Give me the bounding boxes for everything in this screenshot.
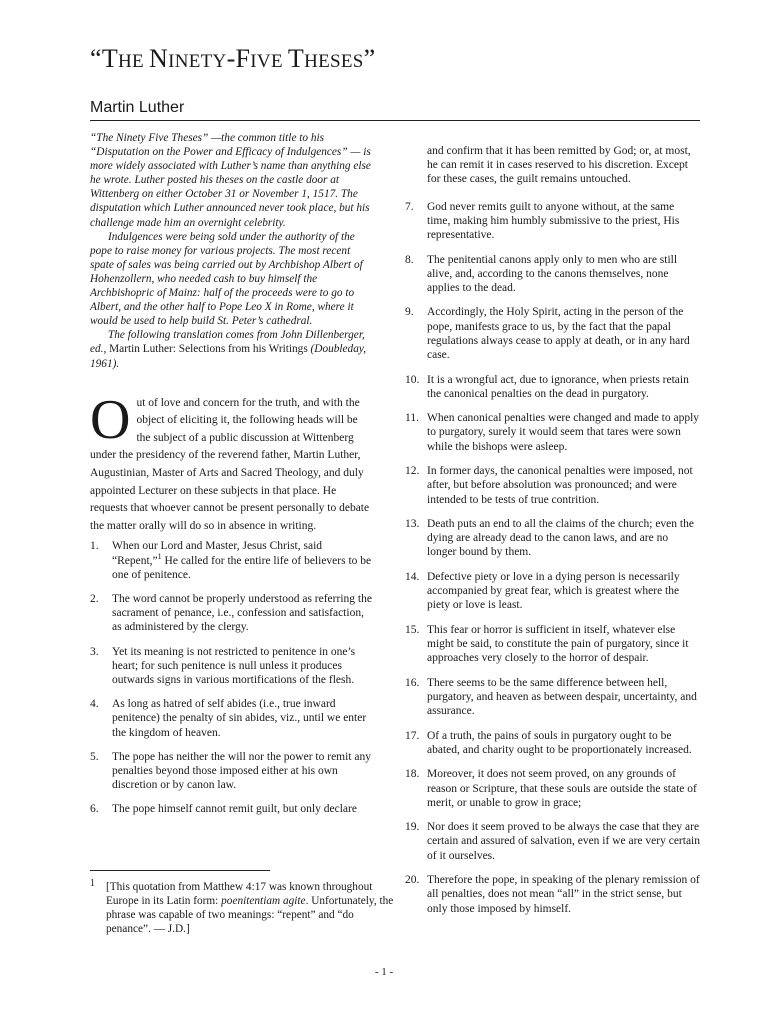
page-number: - 1 - bbox=[374, 966, 394, 978]
title-part: -FIVE bbox=[226, 44, 288, 73]
intro-paragraph: The following translation comes from John Dillenberger, ed., Martin Luther: Selections from his Writings (Doubleday, 1961). bbox=[90, 329, 367, 370]
thesis-item bbox=[405, 676, 700, 719]
thesis-text: This fear or horror is sufficient in itself, whatever else might be said, to constitute the pain of purgatory, since it approaches very closely to the horror of despair. bbox=[427, 623, 689, 665]
thesis-number: 14. bbox=[405, 570, 420, 583]
thesis-item bbox=[405, 411, 700, 454]
thesis-number: 19. bbox=[405, 821, 420, 834]
thesis-number: 1. bbox=[90, 540, 99, 553]
title-part: “THE bbox=[90, 44, 150, 73]
thesis-number: 3. bbox=[90, 645, 99, 658]
thesis-text: Accordingly, the Holy Spirit, acting in the person of the pope, manifests grace to us, by the fact that the papal regulations always cease to apply at death, or in any hard case. bbox=[427, 306, 690, 362]
thesis-number: 13. bbox=[405, 518, 420, 531]
thesis-text: Of a truth, the pains of souls in purgatory ought to be abated, and charity ought to be proportionately increased. bbox=[427, 729, 692, 756]
thesis-number: 12. bbox=[405, 465, 420, 478]
thesis-number: 18. bbox=[405, 768, 420, 781]
thesis-text: It is a wrongful act, due to ignorance, when priests retain the canonical penalties on the dead in purgatory. bbox=[427, 373, 689, 400]
thesis-item bbox=[90, 592, 374, 635]
thesis-text: There seems to be the same difference between hell, purgatory, and heaven as between despair, uncertainty, and assurance. bbox=[427, 676, 697, 718]
thesis-item bbox=[405, 767, 700, 810]
thesis-text: Defective piety or love in a dying person is necessarily accompanied by great fear, which is greatest where the piety or love is least. bbox=[427, 570, 680, 612]
thesis-text: As long as hatred of self abides (i.e., true inward penitence) the penalty of sin abides, viz., until we enter the kingdom of heaven. bbox=[112, 698, 367, 739]
title-part: ” bbox=[363, 44, 376, 73]
thesis-text: God never remits guilt to anyone without, at the same time, making him humbly submissive to the priest, His representative. bbox=[427, 200, 680, 242]
author-name: Martin Luther bbox=[90, 99, 185, 116]
thesis-item bbox=[405, 253, 700, 296]
footnote-ref[interactable]: 1 bbox=[157, 551, 162, 561]
thesis-number: 8. bbox=[405, 253, 414, 266]
thesis-number: 7. bbox=[405, 200, 414, 213]
thesis-text: The pope has neither the will nor the power to remit any penalties beyond those imposed either at his own discretion or by canon law. bbox=[112, 750, 371, 792]
book-title: Martin Luther: Selections from his Writings bbox=[109, 343, 308, 356]
footnote: 1 [This quotation from Matthew 4:17 was known throughout Europe in its Latin form: poenitentiam agite. Unfortunately, the phrase was capable of two meanings: “repent” and “do penance”. — J.D.] bbox=[90, 878, 394, 935]
intro-paragraph: “The Ninety Five Theses” —the common title to his “Disputation on the Power and Efficacy of Indulgences” — is more widely associated with Luther’s name than anything else he wrote. Luther posted his theses on the castle door at Wittenberg on either October 31 or November 1, 1517. The disputation which Luther announced never took place, but his challenge made him an overnight celebrity. bbox=[90, 132, 371, 229]
thesis-text: Therefore the pope, in speaking of the plenary remission of all penalties, does not mean “all” in the strict sense, but only those imposed by himself. bbox=[427, 874, 700, 915]
right-column bbox=[405, 144, 700, 926]
thesis-item bbox=[405, 305, 700, 362]
document-title bbox=[90, 44, 376, 74]
title-rule bbox=[90, 120, 700, 121]
drop-cap: O bbox=[90, 388, 131, 451]
thesis-item bbox=[405, 729, 700, 757]
thesis-text: The word cannot be properly understood as referring the sacrament of penance, i.e., confession and satisfaction, as administered by the clergy. bbox=[112, 592, 372, 634]
thesis-item bbox=[405, 200, 700, 243]
thesis-item bbox=[90, 645, 374, 688]
thesis-number: 17. bbox=[405, 729, 420, 742]
thesis-number: 6. bbox=[90, 803, 99, 816]
thesis-item bbox=[405, 820, 700, 863]
footnote-mark: 1 bbox=[90, 878, 95, 889]
left-column bbox=[90, 131, 374, 827]
title-part: THESES bbox=[287, 44, 364, 73]
thesis-text: The pope himself cannot remit guilt, but only declare bbox=[112, 803, 357, 816]
thesis-number: 5. bbox=[90, 750, 99, 763]
footnote-rule bbox=[90, 870, 270, 871]
thesis-text: When canonical penalties were changed and made to apply to purgatory, surely it would seem that tares were sown while the bishops were asleep. bbox=[427, 412, 700, 453]
latin-phrase: poenitentiam agite bbox=[221, 895, 306, 907]
thesis-number: 20. bbox=[405, 874, 420, 887]
thesis-number: 11. bbox=[405, 412, 419, 425]
thesis-item bbox=[405, 464, 700, 507]
thesis-item bbox=[90, 750, 374, 793]
intro-paragraph: Indulgences were being sold under the authority of the pope to raise money for various projects. The most recent spate of sales was being carried out by Archbishop Albert of Hohenzollern, who needed cash to buy himself the Archbishopric of Mainz: half of the proceeds were to go to Albert, and the other half to Pope Leo X in Rome, where it would be used to help build St. Peter’s cathedral. bbox=[90, 230, 363, 328]
title-part: NINETY bbox=[149, 44, 227, 73]
thesis-text: Nor does it seem proved to be always the case that they are certain and assured of salvation, even if we are very certain of it ourselves. bbox=[427, 821, 700, 862]
thesis-continuation: and confirm that it has been remitted by God; or, at most, he can remit it in cases reserved to his discretion. Except for these cases, the guilt remains untouched. bbox=[427, 145, 691, 186]
thesis-item bbox=[405, 873, 700, 916]
thesis-number: 9. bbox=[405, 306, 414, 319]
thesis-text: Yet its meaning is not restricted to penitence in one’s heart; for such penitence is null unless it produces outwards signs in various mortifications of the flesh. bbox=[112, 645, 356, 686]
thesis-item bbox=[405, 623, 700, 666]
thesis-number: 4. bbox=[90, 698, 99, 711]
thesis-item bbox=[405, 570, 700, 613]
thesis-text: Moreover, it does not seem proved, on any grounds of reason or Scripture, that these souls are outside the state of merit, or unable to grow in grace; bbox=[427, 768, 697, 809]
thesis-text: In former days, the canonical penalties were imposed, not after, but before absolution was pronounced; and were intended to be tests of true contrition. bbox=[427, 465, 693, 506]
thesis-text: Death puts an end to all the claims of the church; even the dying are already dead to the canon laws, and are no longer bound by them. bbox=[427, 518, 694, 559]
thesis-number: 10. bbox=[405, 373, 420, 386]
thesis-text: The penitential canons apply only to men who are still alive, and, according to the canons themselves, none applies to the dead. bbox=[427, 253, 678, 294]
thesis-item bbox=[90, 697, 374, 740]
opening-paragraph: Out of love and concern for the truth, and with the object of eliciting it, the following heads will be the subject of a public discussion at Wittenberg under the presidency of the reverend father, Martin Luther, Augustinian, Master of Arts and Sacred Theology, and duly appointed Lecturer on these subjects in that place. He requests that whoever cannot be present personally to debate the matter orally will do so in absence in writing. bbox=[90, 388, 370, 532]
thesis-item bbox=[405, 517, 700, 560]
thesis-item bbox=[90, 802, 374, 816]
thesis-item: 1. When our Lord and Master, Jesus Christ, said “Repent,”$^1$ He called for the entire life of believers to be one of penitence. bbox=[90, 540, 372, 581]
thesis-number: 2. bbox=[90, 592, 99, 605]
thesis-number: 16. bbox=[405, 676, 420, 689]
thesis-number: 15. bbox=[405, 623, 420, 636]
thesis-item bbox=[405, 373, 700, 401]
